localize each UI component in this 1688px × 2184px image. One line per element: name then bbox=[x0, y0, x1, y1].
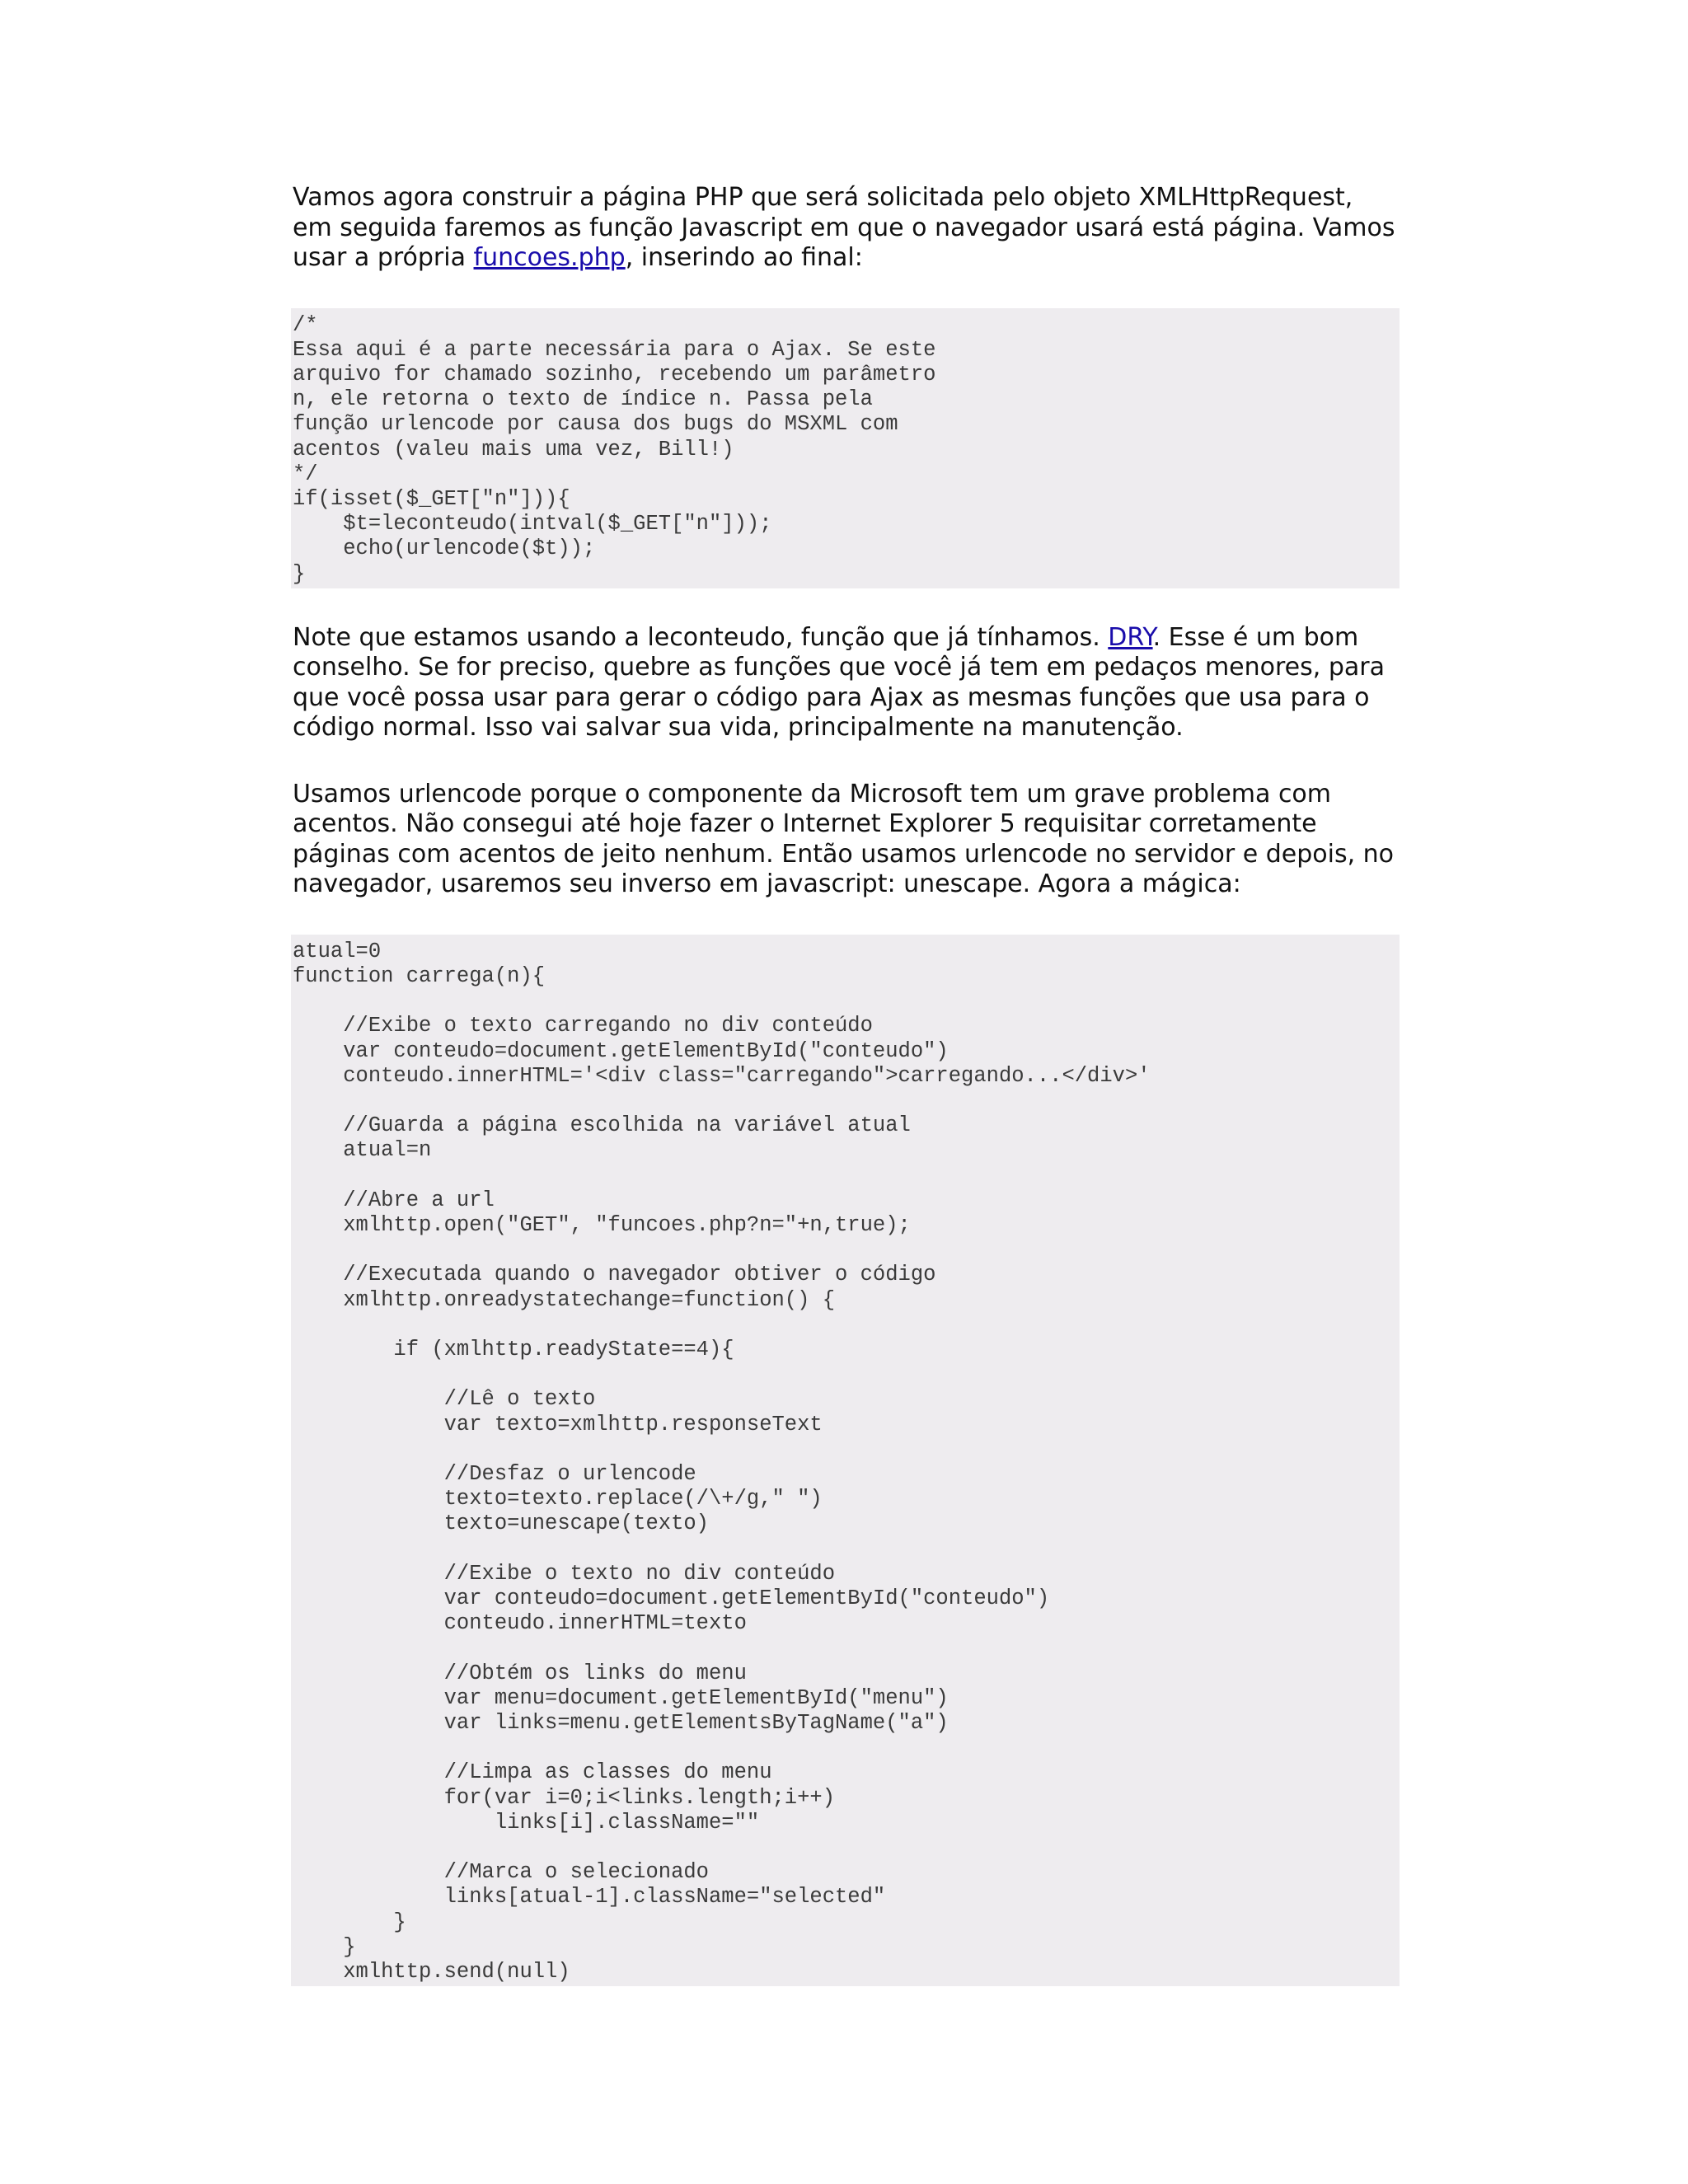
document-page bbox=[291, 183, 1400, 1986]
intro-paragraph bbox=[291, 183, 1400, 274]
javascript-code-block: atual=0 function carrega(n){ //Exibe o texto carregando no div conteúdo var conteudo=document.getElementById("conteudo") conteudo.innerHTML='<div class="carregando">carregando...</div>' //Guarda a página escolhida na variável atual atual=n //Abre a url xmlhttp.open("GET", "funcoes.php?n="+n,true); //Executada quando o navegador obtiver o código xmlhttp.onreadystatechange=function() { if (xmlhttp.readyState==4){ //Lê o texto var texto=xmlhttp.responseText //Desfaz o urlencode texto=texto.replace(/\+/g," ") texto=unescape(texto) //Exibe o texto no div conteúdo var conteudo=document.getElementById("conteudo") conteudo.innerHTML=texto //Obtém os links do menu var menu=document.getElementById("menu") var links=menu.getElementsByTagName("a") //Limpa as classes do menu for(var i=0;i<links.length;i++) links[i].className="" //Marca o selecionado links[atual-1].className="selected" } } xmlhttp.send(null) bbox=[291, 935, 1400, 1987]
intro-text-start: Vamos agora construir a página PHP que será solicitada pelo objeto XMLHttpRequest, em seguida faremos as função Javascript em que o navegador usará está página. Vamos usar a própria bbox=[293, 183, 1395, 272]
dry-text-end: . Esse é um bom conselho. Se for preciso, quebre as funções que você já tem em pedaços menores, para que você possa usar para gerar o código para Ajax as mesmas funções que usa para o código normal. Isso vai salvar sua vida, principalmente na manutenção. bbox=[293, 622, 1385, 743]
urlencode-paragraph: Usamos urlencode porque o componente da Microsoft tem um grave problema com acentos. Não consegui até hoje fazer o Internet Explorer 5 requisitar corretamente páginas com acentos de jeito nenhum. Então usamos urlencode no servidor e depois, no navegador, usaremos seu inverso em javascript: unescape. Agora a mágica: bbox=[293, 779, 1395, 899]
php-code-block: /* Essa aqui é a parte necessária para o Ajax. Se este arquivo for chamado sozinho, recebendo um parâmetro n, ele retorna o texto de índice n. Passa pela função urlencode por causa dos bugs do MSXML com acentos (valeu mais uma vez, Bill!) */ if(isset($_GET["n"])){ $t=leconteudo(intval($_GET["n"])); echo(urlencode($t)); } bbox=[291, 308, 1400, 588]
intro-text-end: , inserindo ao final: bbox=[625, 243, 863, 272]
dry-text-start: Note que estamos usando a leconteudo, função que já tínhamos. bbox=[293, 622, 1109, 652]
dry-paragraph bbox=[291, 623, 1400, 743]
dry-link[interactable]: DRY bbox=[1108, 622, 1153, 652]
funcoes-php-link[interactable]: funcoes.php bbox=[473, 243, 626, 272]
